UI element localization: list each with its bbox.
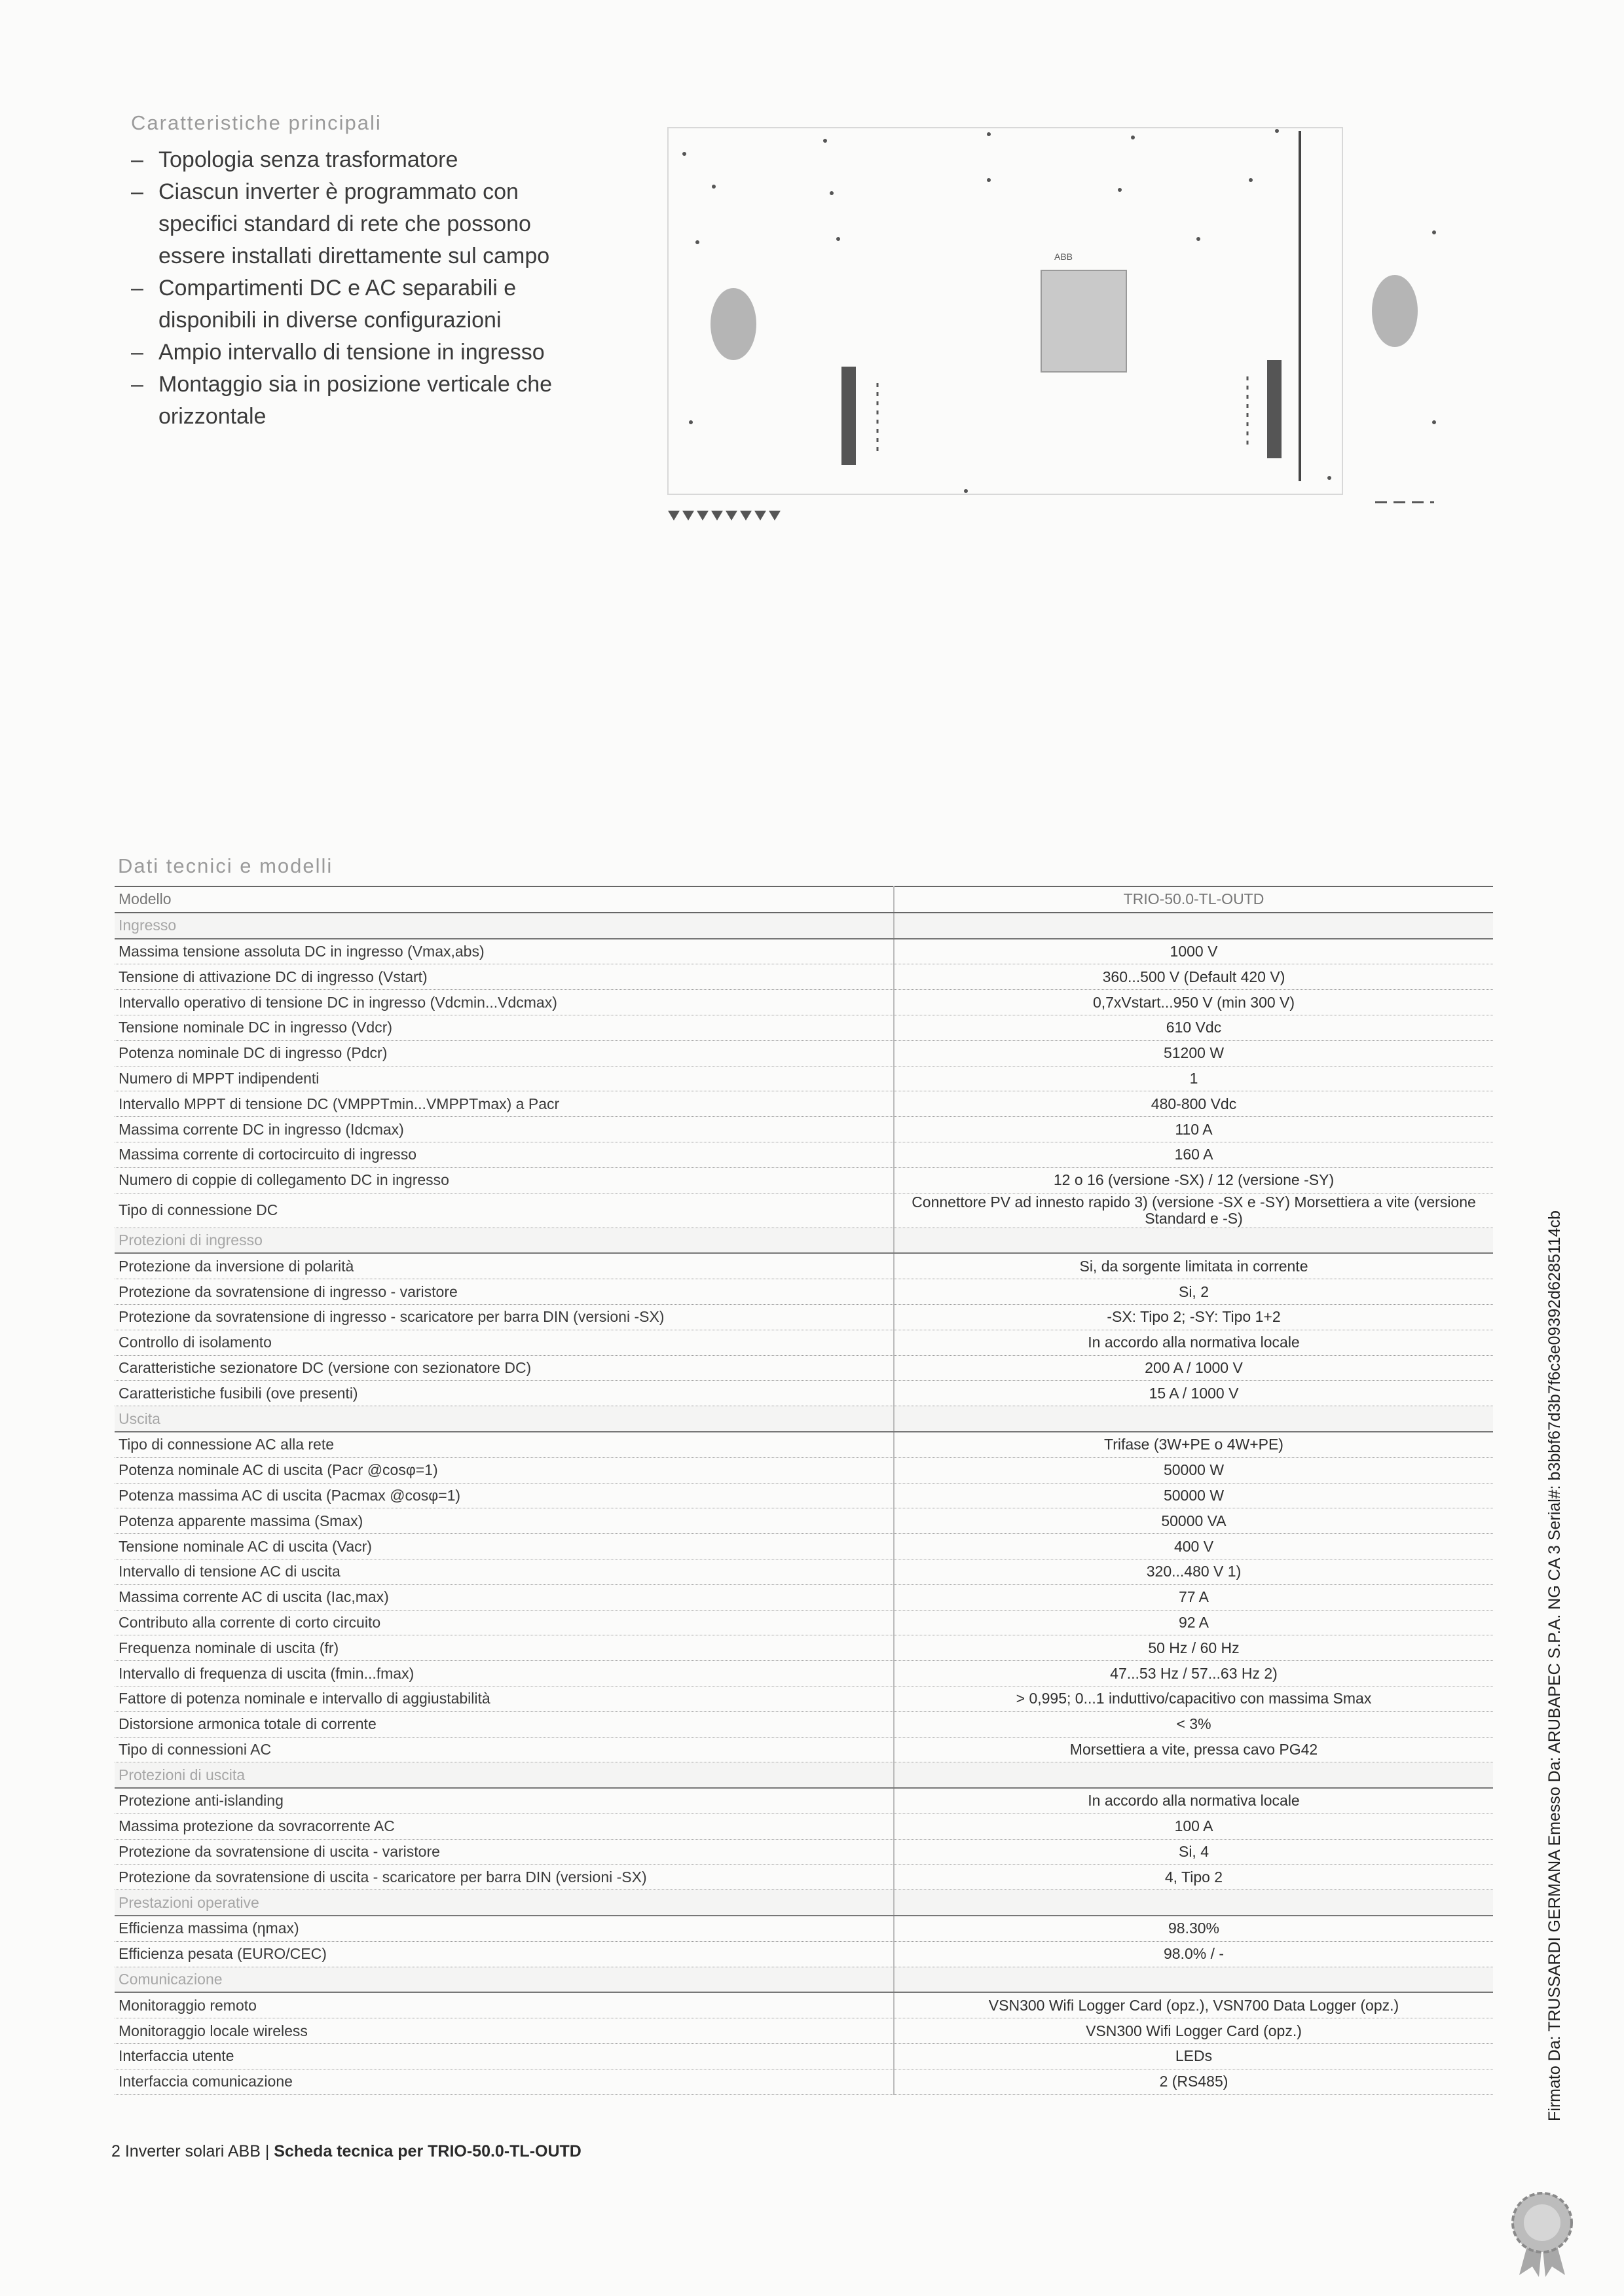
spec-value: Si, 2 — [894, 1279, 1493, 1305]
table-row — [115, 1534, 1493, 1559]
feature-item: – Montaggio sia in posizione verticale che orizzontale — [131, 369, 602, 433]
spec-value: 320...480 V 1) — [894, 1559, 1493, 1584]
spec-label: Efficienza pesata (EURO/CEC) — [115, 1941, 894, 1967]
section-title: Ingresso — [115, 913, 894, 939]
table-row — [115, 1091, 1493, 1117]
table-row — [115, 1279, 1493, 1305]
spec-value: Si, da sorgente limitata in corrente — [894, 1253, 1493, 1279]
spec-value: 610 Vdc — [894, 1015, 1493, 1040]
section-empty-cell — [894, 1406, 1493, 1432]
spec-value: 77 A — [894, 1584, 1493, 1610]
spec-label: Potenza nominale AC di uscita (Pacr @cosφ=1) — [115, 1457, 894, 1483]
spec-value: 50000 W — [894, 1457, 1493, 1483]
table-row — [115, 1737, 1493, 1762]
spec-label: Potenza apparente massima (Smax) — [115, 1508, 894, 1534]
section-title: Prestazioni operative — [115, 1890, 894, 1916]
section-empty-cell — [894, 1967, 1493, 1992]
table-row — [115, 1483, 1493, 1508]
section-title: Protezioni di uscita — [115, 1762, 894, 1788]
table-row — [115, 1253, 1493, 1279]
spec-value: Connettore PV ad innesto rapido 3) (versione -SX e -SY) Morsettiera a vite (versione Standard e -S) — [894, 1193, 1493, 1228]
spec-label: Numero di coppie di collegamento DC in ingresso — [115, 1167, 894, 1193]
spec-value: In accordo alla normativa locale — [894, 1788, 1493, 1813]
table-row — [115, 1432, 1493, 1457]
features-title: Caratteristiche principali — [131, 111, 382, 134]
digital-signature: Firmato Da: TRUSSARDI GERMANA Emesso Da: ARUBAPEC S.P.A. NG CA 3 Serial#: b3bbf67d3b7f6c3e09392d6285114cb — [1545, 1211, 1564, 2121]
spec-value: 50000 VA — [894, 1508, 1493, 1534]
section-header-row — [115, 1406, 1493, 1432]
spec-label: Tensione di attivazione DC di ingresso (Vstart) — [115, 964, 894, 990]
seal-rosette-icon — [1500, 2187, 1585, 2278]
spec-value: -SX: Tipo 2; -SY: Tipo 1+2 — [894, 1304, 1493, 1330]
page-footer — [111, 2142, 581, 2161]
spec-label: Intervallo di frequenza di uscita (fmin...fmax) — [115, 1661, 894, 1686]
spec-value: 400 V — [894, 1534, 1493, 1559]
table-row — [115, 1330, 1493, 1355]
spec-value: 480-800 Vdc — [894, 1091, 1493, 1117]
spec-label: Massima corrente DC in ingresso (Idcmax) — [115, 1117, 894, 1142]
model-label: Modello — [115, 886, 894, 913]
table-row — [115, 1142, 1493, 1167]
table-row — [115, 1865, 1493, 1890]
table-row — [115, 1635, 1493, 1661]
spec-value: 160 A — [894, 1142, 1493, 1167]
spec-value: 2 (RS485) — [894, 2069, 1493, 2094]
table-row — [115, 1839, 1493, 1865]
table-row — [115, 1992, 1493, 2018]
spec-label: Distorsione armonica totale di corrente — [115, 1711, 894, 1737]
display-panel — [1041, 270, 1126, 372]
spec-label: Intervallo MPPT di tensione DC (VMPPTmin...VMPPTmax) a Pacr — [115, 1091, 894, 1117]
table-row — [115, 1813, 1493, 1839]
table-row — [115, 1457, 1493, 1483]
tech-title: Dati tecnici e modelli — [118, 854, 333, 877]
spec-label: Massima tensione assoluta DC in ingresso (Vmax,abs) — [115, 939, 894, 964]
footer-doc-title: Scheda tecnica per TRIO-50.0-TL-OUTD — [274, 2142, 581, 2160]
model-row — [115, 886, 1493, 913]
spec-value: 110 A — [894, 1117, 1493, 1142]
section-title: Comunicazione — [115, 1967, 894, 1992]
spec-value: > 0,995; 0...1 induttivo/capacitivo con massima Smax — [894, 1686, 1493, 1711]
spec-label: Fattore di potenza nominale e intervallo di aggiustabilità — [115, 1686, 894, 1711]
feature-item: – Topologia senza trasformatore — [131, 144, 602, 176]
spec-value: 47...53 Hz / 57...63 Hz 2) — [894, 1661, 1493, 1686]
spec-label: Numero di MPPT indipendenti — [115, 1066, 894, 1091]
spec-value: 1 — [894, 1066, 1493, 1091]
section-header-row — [115, 1228, 1493, 1253]
table-row — [115, 1559, 1493, 1584]
table-row — [115, 1015, 1493, 1040]
spec-value: 360...500 V (Default 420 V) — [894, 964, 1493, 990]
spec-label: Monitoraggio locale wireless — [115, 2018, 894, 2044]
spec-value: 92 A — [894, 1610, 1493, 1635]
spec-label: Intervallo di tensione AC di uscita — [115, 1559, 894, 1584]
brand-logo: ABB — [1054, 251, 1073, 262]
table-row — [115, 1167, 1493, 1193]
section-empty-cell — [894, 1762, 1493, 1788]
spec-value: 51200 W — [894, 1040, 1493, 1066]
spec-value: In accordo alla normativa locale — [894, 1330, 1493, 1355]
features-list — [131, 144, 602, 433]
section-title: Protezioni di ingresso — [115, 1228, 894, 1253]
spec-value: VSN300 Wifi Logger Card (opz.), VSN700 Data Logger (opz.) — [894, 1992, 1493, 2018]
footer-separator: | — [265, 2142, 270, 2160]
spec-value: 15 A / 1000 V — [894, 1381, 1493, 1406]
spec-value: 12 o 16 (versione -SX) / 12 (versione -SY) — [894, 1167, 1493, 1193]
spec-value: 98.30% — [894, 1916, 1493, 1941]
spec-label: Protezione da sovratensione di uscita - scaricatore per barra DIN (versioni -SX) — [115, 1865, 894, 1890]
spec-label: Tipo di connessione AC alla rete — [115, 1432, 894, 1457]
spec-value: 200 A / 1000 V — [894, 1355, 1493, 1381]
table-row — [115, 1941, 1493, 1967]
section-header-row — [115, 1762, 1493, 1788]
table-row — [115, 964, 1493, 990]
table-row — [115, 1040, 1493, 1066]
spec-value: < 3% — [894, 1711, 1493, 1737]
spec-value: 50000 W — [894, 1483, 1493, 1508]
table-row — [115, 2069, 1493, 2094]
feature-item: – Ampio intervallo di tensione in ingresso — [131, 337, 602, 369]
table-row — [115, 990, 1493, 1015]
left-handle-icon — [710, 288, 756, 360]
table-row — [115, 1661, 1493, 1686]
tech-table — [115, 886, 1493, 2095]
spec-value: Morsettiera a vite, pressa cavo PG42 — [894, 1737, 1493, 1762]
connector-row — [668, 511, 781, 520]
spec-value: 98.0% / - — [894, 1941, 1493, 1967]
spec-value: 0,7xVstart...950 V (min 300 V) — [894, 990, 1493, 1015]
spec-label: Potenza nominale DC di ingresso (Pdcr) — [115, 1040, 894, 1066]
right-ac-switch — [1267, 360, 1282, 458]
table-row — [115, 1381, 1493, 1406]
table-row — [115, 1610, 1493, 1635]
section-header-row — [115, 1967, 1493, 1992]
feature-item: – Compartimenti DC e AC separabili e disponibili in diverse configurazioni — [131, 272, 602, 337]
table-row — [115, 1916, 1493, 1941]
spec-label: Protezione da sovratensione di ingresso - scaricatore per barra DIN (versioni -SX) — [115, 1304, 894, 1330]
spec-label: Controllo di isolamento — [115, 1330, 894, 1355]
spec-value: Si, 4 — [894, 1839, 1493, 1865]
right-handle-icon — [1372, 275, 1418, 347]
spec-label: Efficienza massima (ηmax) — [115, 1916, 894, 1941]
table-row — [115, 939, 1493, 964]
spec-value: 4, Tipo 2 — [894, 1865, 1493, 1890]
spec-label: Potenza massima AC di uscita (Pacmax @cosφ=1) — [115, 1483, 894, 1508]
spec-label: Massima corrente di cortocircuito di ingresso — [115, 1142, 894, 1167]
spec-label: Protezione anti-islanding — [115, 1788, 894, 1813]
table-row — [115, 1355, 1493, 1381]
spec-label: Tensione nominale DC in ingresso (Vdcr) — [115, 1015, 894, 1040]
section-title: Uscita — [115, 1406, 894, 1432]
inverter-body-outline — [668, 128, 1342, 494]
spec-label: Frequenza nominale di uscita (fr) — [115, 1635, 894, 1661]
spec-value: 1000 V — [894, 939, 1493, 964]
spec-label: Protezione da inversione di polarità — [115, 1253, 894, 1279]
spec-label: Protezione da sovratensione di ingresso - varistore — [115, 1279, 894, 1305]
spec-label: Interfaccia utente — [115, 2044, 894, 2069]
spec-label: Interfaccia comunicazione — [115, 2069, 894, 2094]
table-row — [115, 1711, 1493, 1737]
spec-value: VSN300 Wifi Logger Card (opz.) — [894, 2018, 1493, 2044]
section-empty-cell — [894, 1890, 1493, 1916]
table-row — [115, 2018, 1493, 2044]
technical-data — [115, 854, 1493, 2095]
spec-label: Tipo di connessioni AC — [115, 1737, 894, 1762]
section-header-row — [115, 1890, 1493, 1916]
spec-label: Tensione nominale AC di uscita (Vacr) — [115, 1534, 894, 1559]
spec-label: Tipo di connessione DC — [115, 1193, 894, 1228]
table-row — [115, 1584, 1493, 1610]
spec-value: LEDs — [894, 2044, 1493, 2069]
footer-brand: Inverter solari ABB — [124, 2142, 261, 2160]
section-empty-cell — [894, 913, 1493, 939]
page-number: 2 — [111, 2142, 120, 2160]
spec-value: 100 A — [894, 1813, 1493, 1839]
table-row — [115, 1508, 1493, 1534]
spec-label: Contributo alla corrente di corto circuito — [115, 1610, 894, 1635]
spec-value: 50 Hz / 60 Hz — [894, 1635, 1493, 1661]
spec-label: Protezione da sovratensione di uscita - varistore — [115, 1839, 894, 1865]
model-value: TRIO-50.0-TL-OUTD — [894, 886, 1493, 913]
feature-item: – Ciascun inverter è programmato con specifici standard di rete che possono essere installati direttamente sul campo — [131, 176, 602, 272]
spec-label: Caratteristiche sezionatore DC (versione con sezionatore DC) — [115, 1355, 894, 1381]
table-row — [115, 2044, 1493, 2069]
spec-value: Trifase (3W+PE o 4W+PE) — [894, 1432, 1493, 1457]
section-header-row — [115, 913, 1493, 939]
table-row — [115, 1686, 1493, 1711]
spec-label: Caratteristiche fusibili (ove presenti) — [115, 1381, 894, 1406]
spec-label: Massima corrente AC di uscita (Iac,max) — [115, 1584, 894, 1610]
spec-label: Intervallo operativo di tensione DC in ingresso (Vdcmin...Vdcmax) — [115, 990, 894, 1015]
spec-label: Monitoraggio remoto — [115, 1992, 894, 2018]
table-row — [115, 1117, 1493, 1142]
inverter-product-image — [622, 115, 1473, 540]
table-row — [115, 1304, 1493, 1330]
table-row — [115, 1788, 1493, 1813]
main-features — [131, 111, 602, 433]
table-row — [115, 1066, 1493, 1091]
spec-label: Massima protezione da sovracorrente AC — [115, 1813, 894, 1839]
table-row — [115, 1193, 1493, 1228]
left-dc-switch — [841, 367, 856, 465]
section-empty-cell — [894, 1228, 1493, 1253]
